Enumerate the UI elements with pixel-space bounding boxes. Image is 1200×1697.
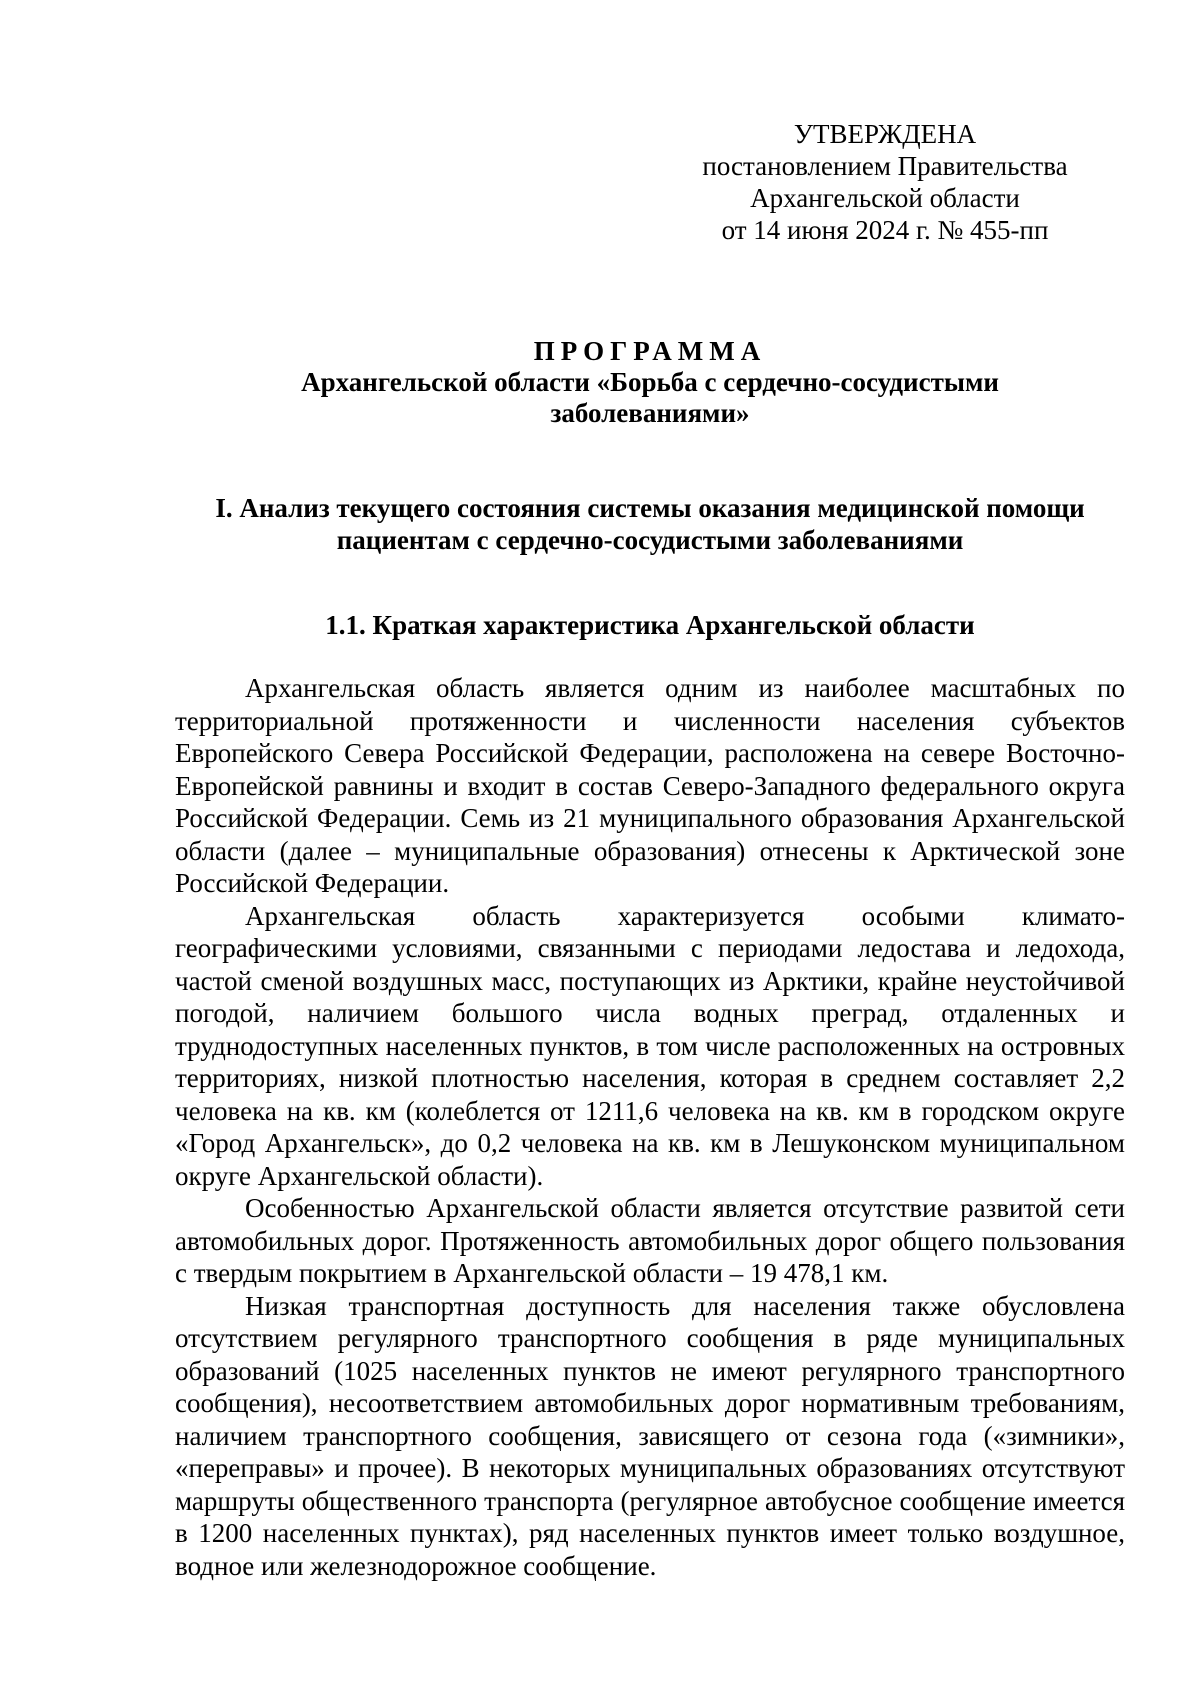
paragraph: Низкая транспортная доступность для населения также обусловлена отсутствием регулярного транспортного сообщения в ряде муниципальных образований (1025 населенных пунктов не имеют регулярного транспортного сообщения), несоответствием автомобильных дорог нормативным требованиям, наличием транспортного сообщения, зависящего от сезона года («зимники», «переправы» и прочее). В некоторых муниципальных образованиях отсутствуют маршруты общественного транспорта (регулярное автобусное сообщение имеется в 1200 населенных пунктах), ряд населенных пунктов имеет только воздушное, водное или железнодорожное сообщение. xyxy=(175,1290,1125,1581)
section-heading-line-1: I. Анализ текущего состояния системы оказания медицинской помощи xyxy=(215,493,1085,523)
approval-date-number: от 14 июня 2024 г. № 455-пп xyxy=(721,215,1049,245)
program-title: ПРОГРАММА xyxy=(533,336,767,366)
approval-region: Архангельской области xyxy=(750,183,1020,213)
subsection-heading: 1.1. Краткая характеристика Архангельской области xyxy=(325,610,975,640)
approval-stamp xyxy=(665,118,1105,246)
paragraph: Архангельская область является одним из наиболее масштабных по территориальной протяженности и численности населения субъектов Европейского Севера Российской Федерации, расположена на севере Восточно-Европейской равнины и входит в состав Северо-Западного федерального округа Российской Федерации. Семь из 21 муниципального образования Архангельской области (далее – муниципальные образования) отнесены к Арктической зоне Российской Федерации. xyxy=(175,673,1125,898)
program-subtitle-line-2: заболеваниями» xyxy=(550,398,750,428)
program-subtitle-line-1: Архангельской области «Борьба с сердечно-сосудистыми xyxy=(301,367,999,397)
paragraph: Архангельская область характеризуется особыми климато-географическими условиями, связанными с периодами ледостава и ледохода, частой сменой воздушных масс, поступающих из Арктики, крайне неустойчивой погодой, наличием большого числа водных преград, отдаленных и труднодоступных населенных пунктов, в том числе расположенных на островных территориях, низкой плотностью населения, которая в среднем составляет 2,2 человека на кв. км (колеблется от 1211,6 человека на кв. км в городском округе «Город Архангельск», до 0,2 человека на кв. км в Лешуконском муниципальном округе Архангельской области). xyxy=(175,900,1125,1191)
approval-authority: постановлением Правительства xyxy=(702,151,1068,181)
paragraph: Особенностью Архангельской области является отсутствие развитой сети автомобильных дорог. Протяженность автомобильных дорог общего пользования с твердым покрытием в Архангельской области – 19 478,1 км. xyxy=(175,1193,1125,1288)
section-heading-line-2: пациентам с сердечно-сосудистыми заболеваниями xyxy=(336,525,964,555)
program-title-block xyxy=(175,336,1125,429)
body-text xyxy=(175,672,1125,1582)
section-heading xyxy=(175,492,1125,556)
approval-status: УТВЕРЖДЕНА xyxy=(793,119,977,149)
